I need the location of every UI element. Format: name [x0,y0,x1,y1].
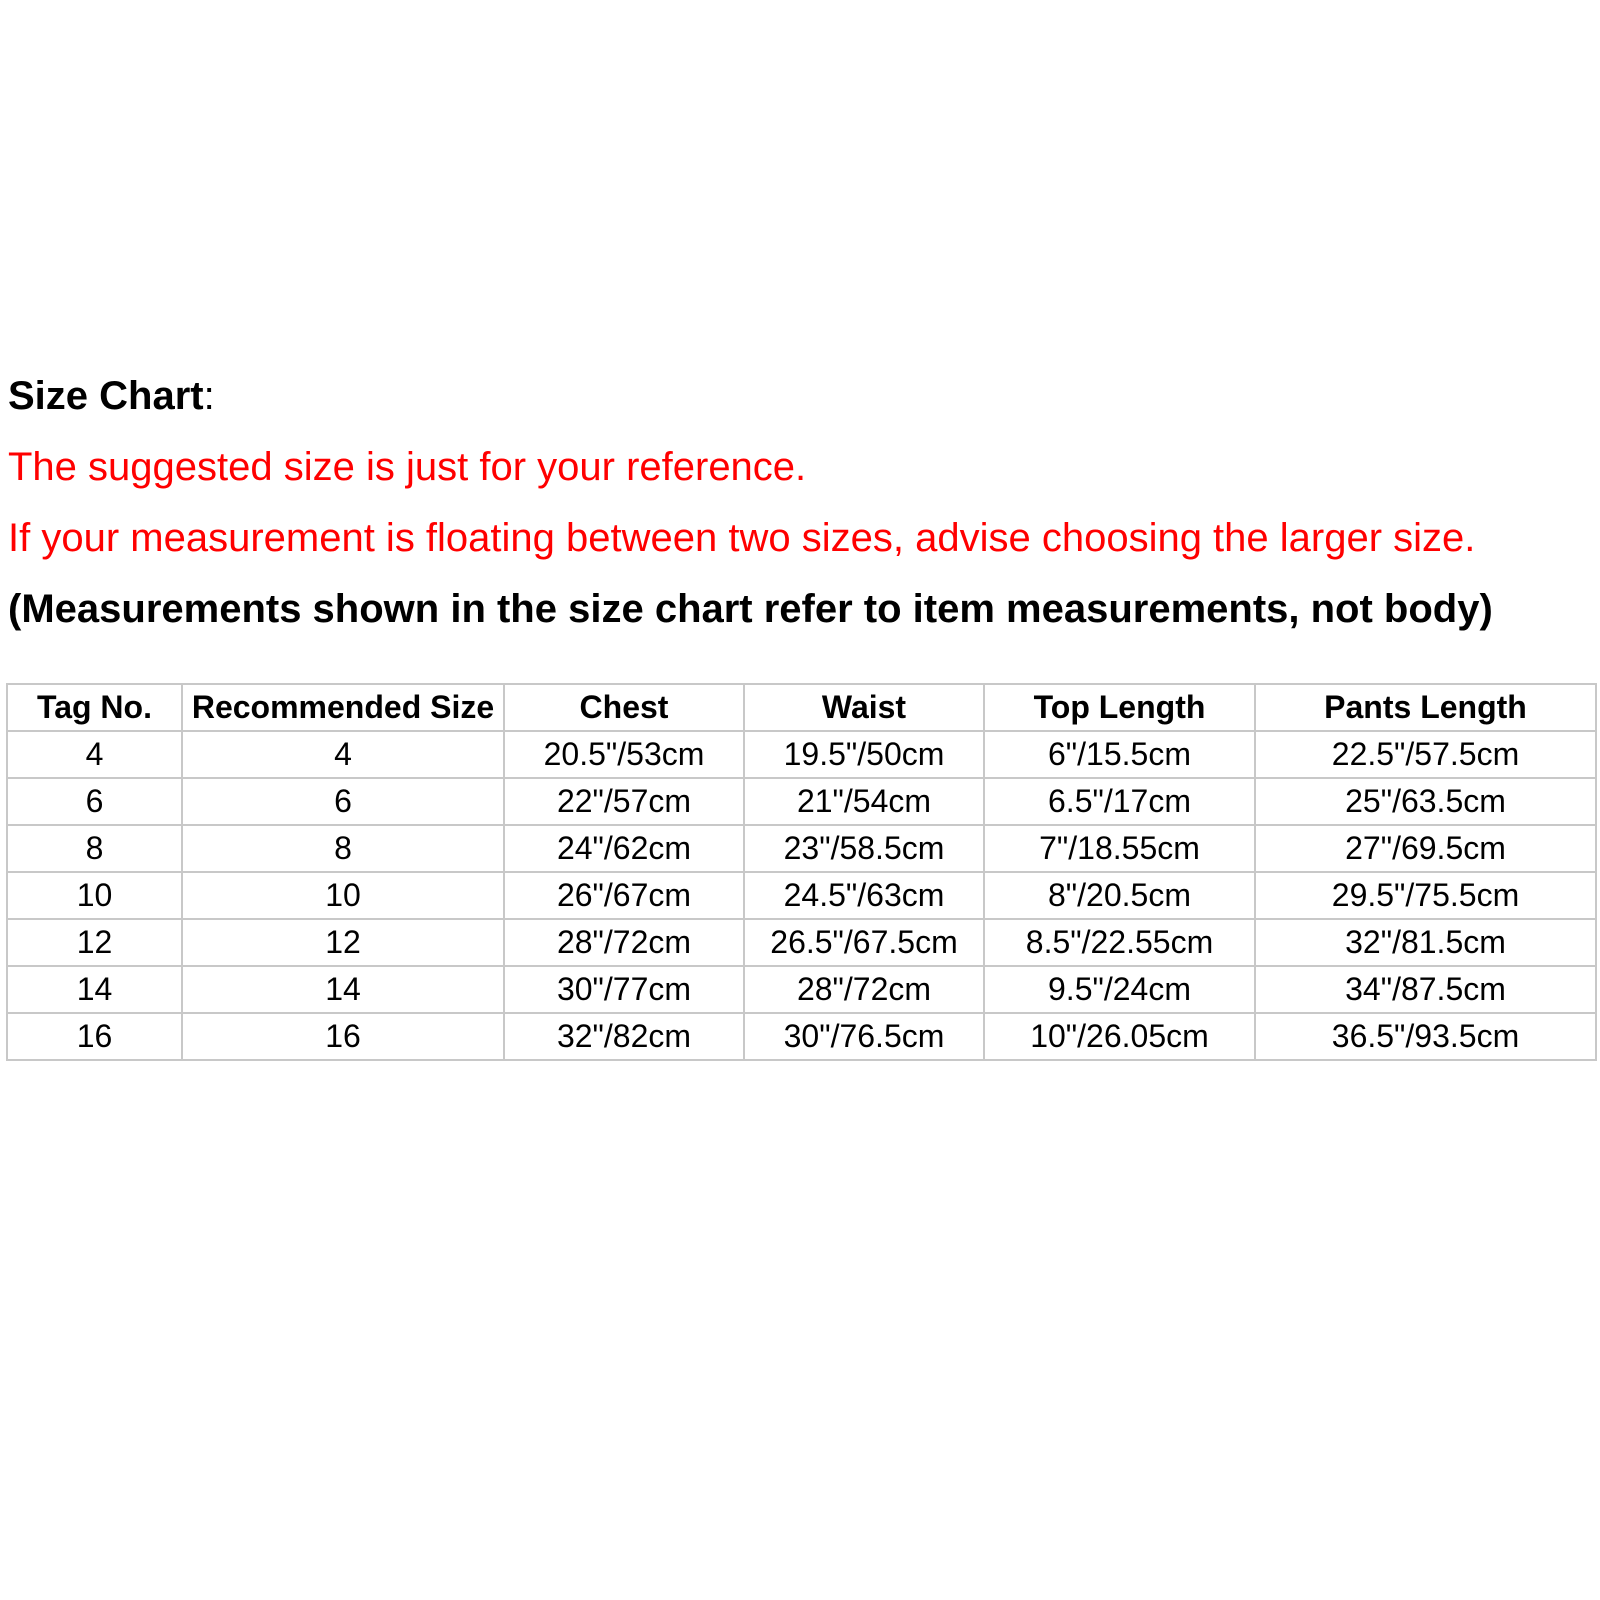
measurement-disclaimer: (Measurements shown in the size chart refer to item measurements, not body) [8,587,1493,631]
cell-pants-length: 36.5"/93.5cm [1255,1013,1596,1060]
cell-waist: 21"/54cm [744,778,984,825]
cell-top-length: 10"/26.05cm [984,1013,1255,1060]
header-chest: Chest [504,684,744,731]
size-chart-heading [8,372,1598,420]
cell-waist: 19.5"/50cm [744,731,984,778]
cell-recommended-size: 16 [182,1013,504,1060]
cell-waist: 23"/58.5cm [744,825,984,872]
cell-tag-no: 10 [7,872,182,919]
size-chart-intro [8,372,1598,656]
cell-recommended-size: 6 [182,778,504,825]
cell-pants-length: 32"/81.5cm [1255,919,1596,966]
cell-chest: 20.5"/53cm [504,731,744,778]
cell-tag-no: 4 [7,731,182,778]
cell-pants-length: 27"/69.5cm [1255,825,1596,872]
table-header-row [7,684,1596,731]
cell-tag-no: 12 [7,919,182,966]
cell-pants-length: 22.5"/57.5cm [1255,731,1596,778]
cell-top-length: 9.5"/24cm [984,966,1255,1013]
cell-tag-no: 16 [7,1013,182,1060]
cell-waist: 24.5"/63cm [744,872,984,919]
cell-tag-no: 14 [7,966,182,1013]
cell-pants-length: 29.5"/75.5cm [1255,872,1596,919]
sizing-advice-note: If your measurement is floating between two sizes, advise choosing the larger size. [8,516,1476,560]
table-row [7,731,1596,778]
size-chart-title: Size Chart [8,374,204,418]
header-top-length: Top Length [984,684,1255,731]
table-row [7,919,1596,966]
cell-chest: 26"/67cm [504,872,744,919]
reference-note: The suggested size is just for your reference. [8,445,807,489]
table-row [7,825,1596,872]
header-tag-no: Tag No. [7,684,182,731]
header-pants-length: Pants Length [1255,684,1596,731]
cell-pants-length: 34"/87.5cm [1255,966,1596,1013]
cell-chest: 24"/62cm [504,825,744,872]
cell-recommended-size: 10 [182,872,504,919]
cell-top-length: 7"/18.55cm [984,825,1255,872]
cell-waist: 30"/76.5cm [744,1013,984,1060]
cell-waist: 26.5"/67.5cm [744,919,984,966]
size-table [6,683,1597,1061]
cell-top-length: 8.5"/22.55cm [984,919,1255,966]
cell-chest: 22"/57cm [504,778,744,825]
cell-recommended-size: 14 [182,966,504,1013]
cell-top-length: 8"/20.5cm [984,872,1255,919]
table-row [7,872,1596,919]
cell-top-length: 6"/15.5cm [984,731,1255,778]
size-chart-title-colon: : [203,374,215,418]
cell-recommended-size: 8 [182,825,504,872]
cell-chest: 32"/82cm [504,1013,744,1060]
cell-recommended-size: 4 [182,731,504,778]
table-row [7,778,1596,825]
cell-recommended-size: 12 [182,919,504,966]
cell-top-length: 6.5"/17cm [984,778,1255,825]
table-row [7,1013,1596,1060]
header-recommended-size: Recommended Size [182,684,504,731]
table-row [7,966,1596,1013]
cell-tag-no: 8 [7,825,182,872]
cell-waist: 28"/72cm [744,966,984,1013]
header-waist: Waist [744,684,984,731]
cell-chest: 28"/72cm [504,919,744,966]
cell-chest: 30"/77cm [504,966,744,1013]
cell-pants-length: 25"/63.5cm [1255,778,1596,825]
cell-tag-no: 6 [7,778,182,825]
